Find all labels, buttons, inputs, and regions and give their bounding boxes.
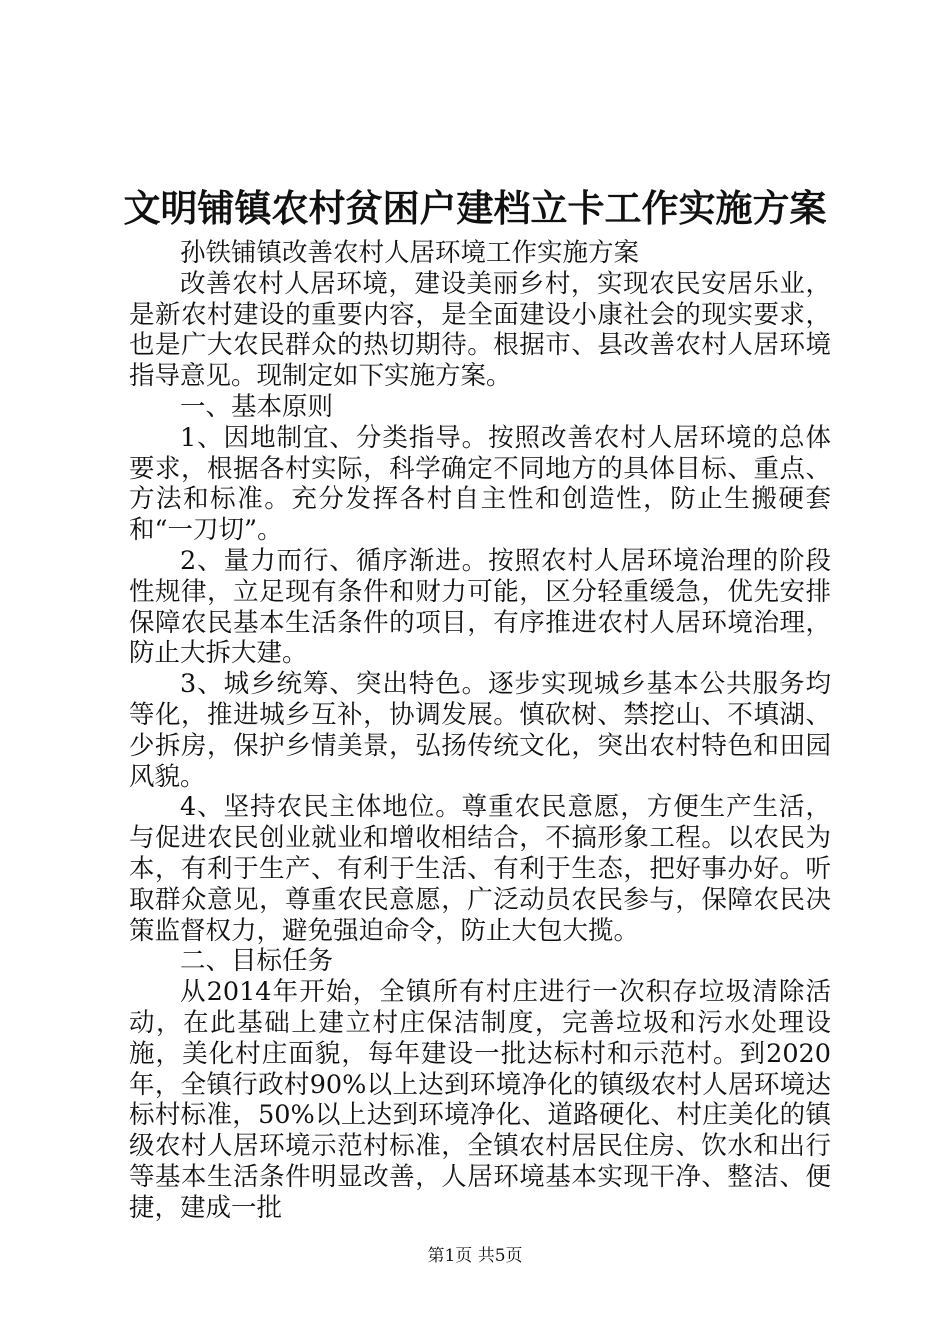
principle-paragraph-4: 4、坚持农民主体地位。尊重农民意愿，方便生产生活，与促进农民创业就业和增收相结合，不搞形象工程。以农民为本，有利于生产、有利于生活、有利于生态，把好事办好。听取群众意见，尊重农民意愿，广泛动员农民参与，保障农民决策监督权力，避免强迫命令，防止大包大揽。	[129, 792, 831, 946]
document-body	[129, 238, 831, 1224]
principle-paragraph-3: 3、城乡统筹、突出特色。逐步实现城乡基本公共服务均等化，推进城乡互补，协调发展。慎砍树、禁挖山、不填湖、少拆房，保护乡情美景，弘扬传统文化，突出农村特色和田园风貌。	[129, 669, 831, 792]
subtitle-paragraph: 孙铁铺镇改善农村人居环境工作实施方案	[180, 238, 640, 268]
targets-paragraph: 从2014年开始，全镇所有村庄进行一次积存垃圾清除活动，在此基础上建立村庄保洁制度，完善垃圾和污水处理设施，美化村庄面貌，每年建设一批达标村和示范村。到2020年，全镇行政村90%以上达到环境净化的镇级农村人居环境达标村标准，50%以上达到环境净化、道路硬化、村庄美化的镇级农村人居环境示范村标准，全镇农村居民住房、饮水和出行等基本生活条件明显改善，人居环境基本实现干净、整洁、便捷，建成一批	[129, 977, 831, 1223]
section-heading-targets: 二、目标任务	[180, 946, 334, 977]
document-title: 文明铺镇农村贫困户建档立卡工作实施方案	[123, 186, 827, 230]
principle-paragraph-1: 1、因地制宜、分类指导。按照改善农村人居环境的总体要求，根据各村实际，科学确定不同地方的具体目标、重点、方法和标准。充分发挥各村自主性和创造性，防止生搬硬套和“一刀切”。	[129, 422, 831, 546]
principle-paragraph-2: 2、量力而行、循序渐进。按照农村人居环境治理的阶段性规律，立足现有条件和财力可能，区分轻重缓急，优先安排保障农民基本生活条件的项目，有序推进农村人居环境治理，防止大拆大建。	[129, 545, 831, 669]
intro-paragraph: 改善农村人居环境，建设美丽乡村，实现农民安居乐业，是新农村建设的重要内容，是全面建设小康社会的现实要求，也是广大农民群众的热切期待。根据市、县改善农村人居环境指导意见。现制定如下实施方案。	[129, 268, 831, 392]
section-heading-principles: 一、基本原则	[180, 391, 334, 422]
page-number-footer: 第1页 共5页	[427, 1246, 523, 1266]
